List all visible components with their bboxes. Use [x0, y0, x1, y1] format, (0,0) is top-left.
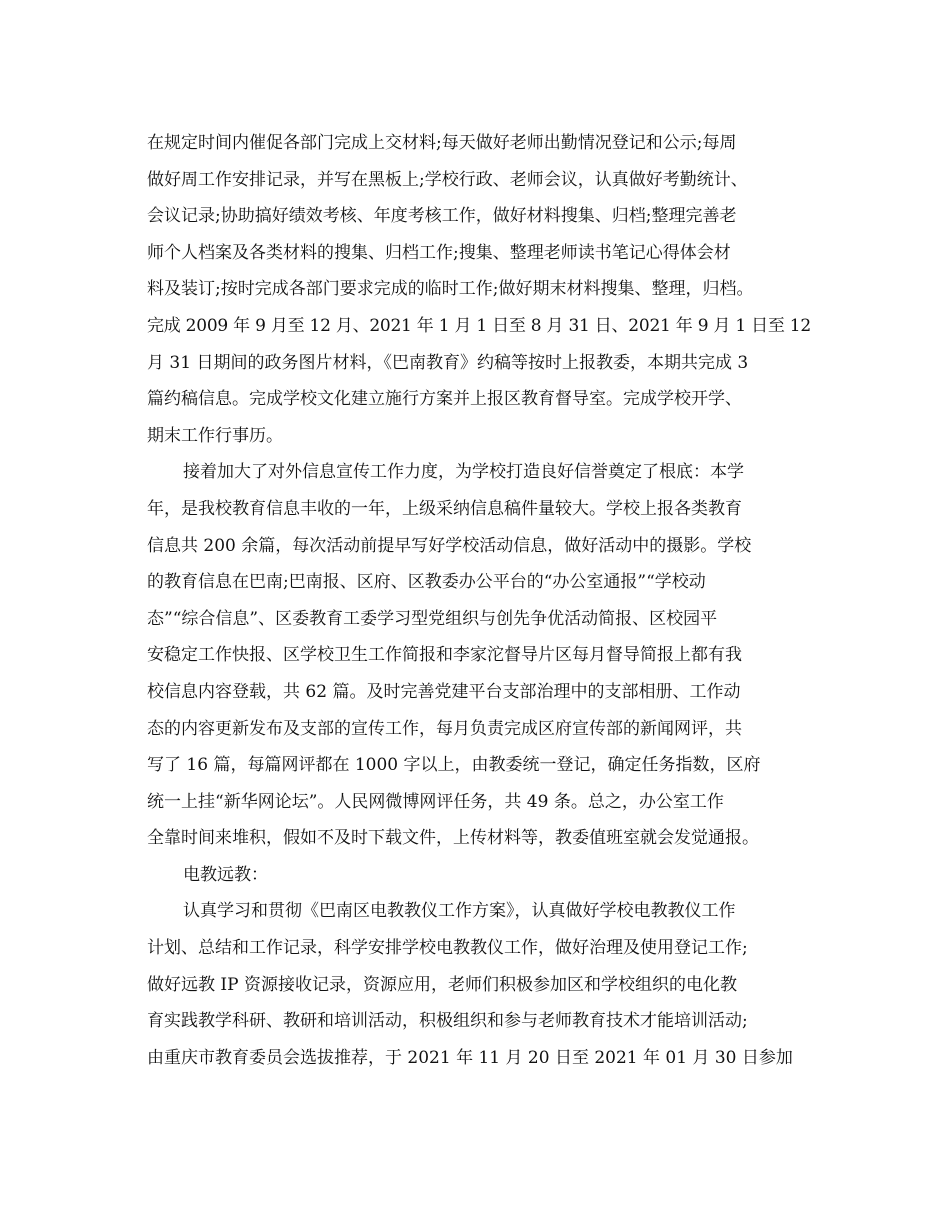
text-line: 月 31 日期间的政务图片材料，《巴南教育》约稿等按时上报教委，本期共完成 3 [147, 352, 749, 373]
text-line: 全靠时间来堆积，假如不及时下载文件，上传材料等，教委值班室就会发觉通报。 [147, 828, 759, 849]
text-line: 会议记录;协助搞好绩效考核、年度考核工作，做好材料搜集、归档;整理完善老 [147, 206, 737, 227]
text-line: 写了 16 篇，每篇网评都在 1000 字以上，由教委统一登记，确定任务指数，区府 [147, 755, 761, 776]
text-line: 态的内容更新发布及支部的宣传工作，每月负责完成区府宣传部的新闻网评，共 [147, 718, 742, 739]
text-line: 在规定时间内催促各部门完成上交材料;每天做好老师出勤情况登记和公示;每周 [147, 133, 737, 153]
text-line: 由重庆市教育委员会选拔推荐，于 2021 年 11 月 20 日至 2021 年 01 月 30 日参加 [147, 1047, 793, 1068]
text-line: 期末工作行事历。 [147, 425, 283, 446]
text-line: 态”“综合信息”、区委教育工委学习型党组织与创先争优活动简报、区校园平 [147, 608, 718, 629]
text-line: 完成 2009 年 9 月至 12 月、2021 年 1 月 1 日至 8 月 31 日、2021 年 9 月 1 日至 12 [147, 315, 811, 336]
text-line: 做好周工作安排记录，并写在黑板上;学校行政、老师会议，认真做好考勤统计、 [147, 169, 748, 190]
text-line: 的教育信息在巴南;巴南报、区府、区教委办公平台的“办公室通报”“学校动 [147, 572, 706, 593]
text-line: 接着加大了对外信息宣传工作力度，为学校打造良好信誉奠定了根底：本学 [183, 462, 744, 483]
text-line: 育实践教学科研、教研和培训活动，积极组织和参与老师教育技术才能培训活动; [147, 1011, 748, 1032]
text-line: 电教远教： [183, 864, 268, 885]
document-body [147, 125, 811, 1076]
text-line: 信息共 200 余篇，每次活动前提早写好学校活动信息，做好活动中的摄影。学校 [147, 535, 752, 556]
text-line: 料及装订;按时完成各部门要求完成的临时工作;做好期末材料搜集、整理，归档。 [147, 279, 754, 300]
text-line: 安稳定工作快报、区学校卫生工作简报和李家沱督导片区每月督导简报上都有我 [147, 645, 742, 666]
text-line: 师个人档案及各类材料的搜集、归档工作;搜集、整理老师读书笔记心得体会材 [147, 242, 731, 263]
text-line: 认真学习和贯彻《巴南区电教教仪工作方案》，认真做好学校电教教仪工作 [183, 901, 736, 922]
text-line: 篇约稿信息。完成学校文化建立施行方案并上报区教育督导室。完成学校开学、 [147, 389, 742, 410]
text-line: 年，是我校教育信息丰收的一年，上级采纳信息稿件量较大。学校上报各类教育 [147, 498, 742, 519]
text-line: 计划、总结和工作记录，科学安排学校电教教仪工作，做好治理及使用登记工作; [147, 938, 748, 959]
text-line: 统一上挂“新华网论坛”。人民网微博网评任务，共 49 条。总之，办公室工作 [147, 791, 724, 812]
text-line: 做好远教 IP 资源接收记录，资源应用，老师们积极参加区和学校组织的电化教 [147, 974, 737, 995]
text-line: 校信息内容登载，共 62 篇。及时完善党建平台支部治理中的支部相册、工作动 [147, 681, 741, 702]
